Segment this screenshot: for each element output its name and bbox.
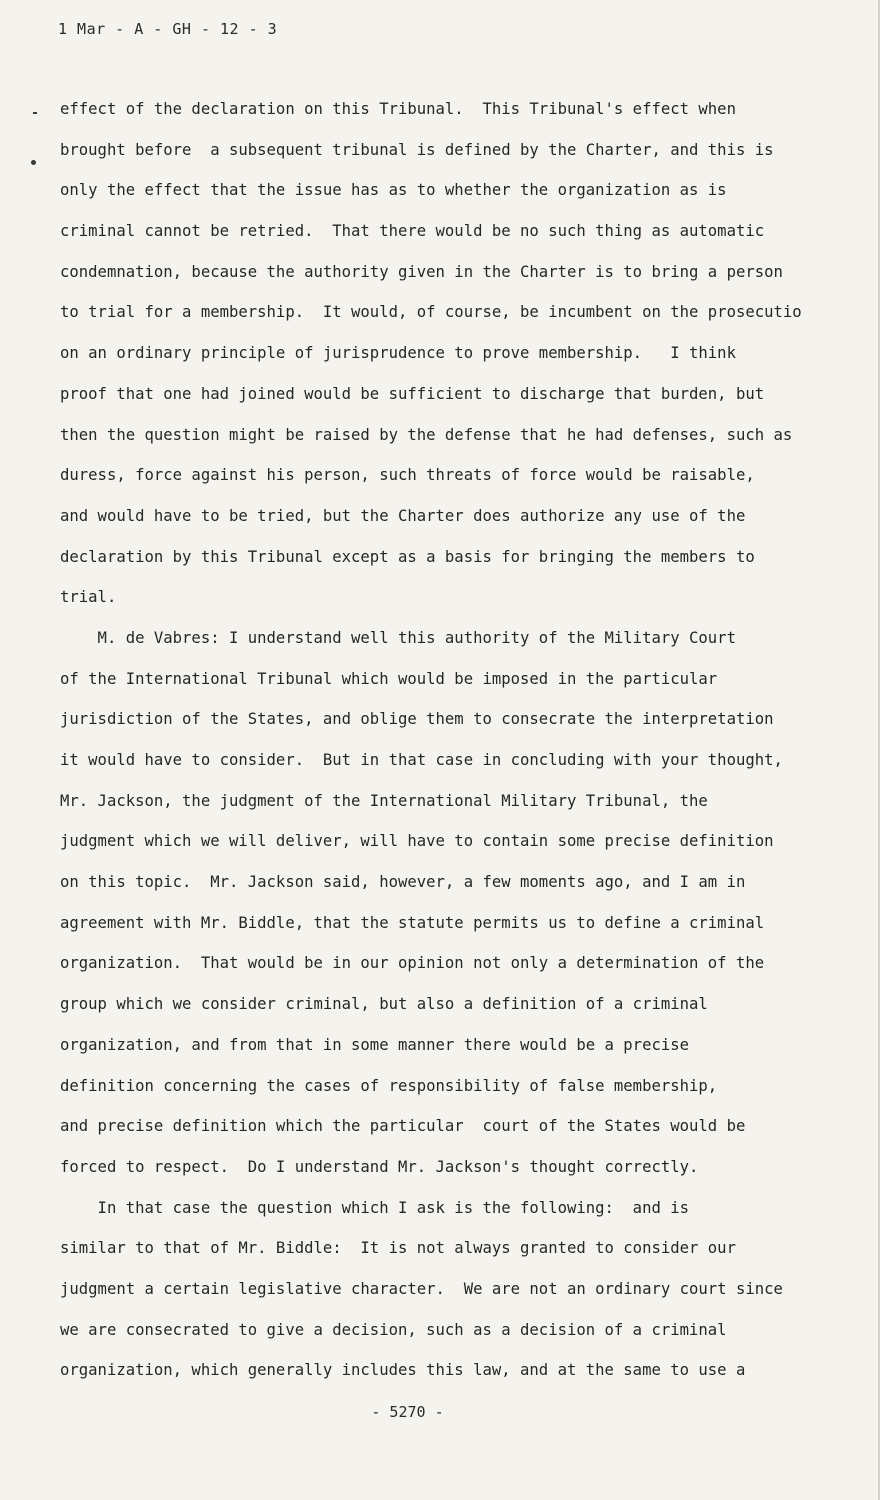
text-line: organization. That would be in our opinion not only a determination of the	[60, 954, 765, 973]
text-line: M. de Vabres: I understand well this authority of the Military Court	[60, 628, 736, 647]
text-line: only the effect that the issue has as to whether the organization as is	[60, 181, 727, 200]
text-line: group which we consider criminal, but also a definition of a criminal	[60, 995, 708, 1014]
margin-mark	[31, 160, 36, 165]
text-line: trial.	[60, 588, 117, 607]
text-line: Mr. Jackson, the judgment of the International Military Tribunal, the	[60, 791, 708, 810]
text-line: jurisdiction of the States, and oblige them to consecrate the interpretation	[60, 710, 774, 729]
text-line: criminal cannot be retried. That there would be no such thing as automatic	[60, 222, 765, 241]
text-line: of the International Tribunal which would be imposed in the particular	[60, 669, 718, 688]
text-line: judgment a certain legislative character. We are not an ordinary court since	[60, 1279, 783, 1298]
text-line: judgment which we will deliver, will have to contain some precise definition	[60, 832, 774, 851]
text-line: on this topic. Mr. Jackson said, however, a few moments ago, and I am in	[60, 873, 746, 892]
text-line: it would have to consider. But in that case in concluding with your thought,	[60, 751, 783, 769]
text-line: proof that one had joined would be sufficient to discharge that burden, but	[60, 384, 765, 403]
text-line: declaration by this Tribunal except as a basis for bringing the members to	[60, 547, 755, 566]
text-line: condemnation, because the authority given in the Charter is to bring a person	[60, 262, 783, 281]
text-line: and would have to be tried, but the Charter does authorize any use of the	[60, 506, 746, 525]
text-line: effect of the declaration on this Tribunal. This Tribunal's effect when	[60, 100, 736, 118]
text-line: In that case the question which I ask is the following: and is	[60, 1198, 690, 1217]
text-line: definition concerning the cases of responsibility of false membership,	[60, 1076, 718, 1095]
page-number: - 5270 -	[371, 1403, 444, 1421]
text-line: we are consecrated to give a decision, such as a decision of a criminal	[60, 1320, 727, 1339]
text-line: organization, which generally includes this law, and at the same to use a	[60, 1361, 746, 1380]
text-line: agreement with Mr. Biddle, that the statute permits us to define a criminal	[60, 913, 765, 932]
text-line: duress, force against his person, such threats of force would be raisable,	[60, 466, 755, 485]
text-line: similar to that of Mr. Biddle: It is not always granted to consider our	[60, 1239, 736, 1258]
text-line: on an ordinary principle of jurisprudence to prove membership. I think	[60, 344, 736, 363]
transcript-body	[60, 96, 850, 1398]
document-reference: 1 Mar - A - GH - 12 - 3	[58, 20, 278, 38]
text-line: forced to respect. Do I understand Mr. Jackson's thought correctly.	[60, 1157, 699, 1176]
text-line: brought before a subsequent tribunal is defined by the Charter, and this is	[60, 140, 774, 159]
text-line: then the question might be raised by the defense that he had defenses, such as	[60, 425, 793, 444]
text-line: organization, and from that in some manner there would be a precise	[60, 1035, 690, 1054]
text-line: and precise definition which the particular court of the States would be	[60, 1117, 746, 1136]
text-line: to trial for a membership. It would, of course, be incumbent on the prosecutio	[60, 303, 802, 322]
margin-mark	[33, 112, 37, 114]
